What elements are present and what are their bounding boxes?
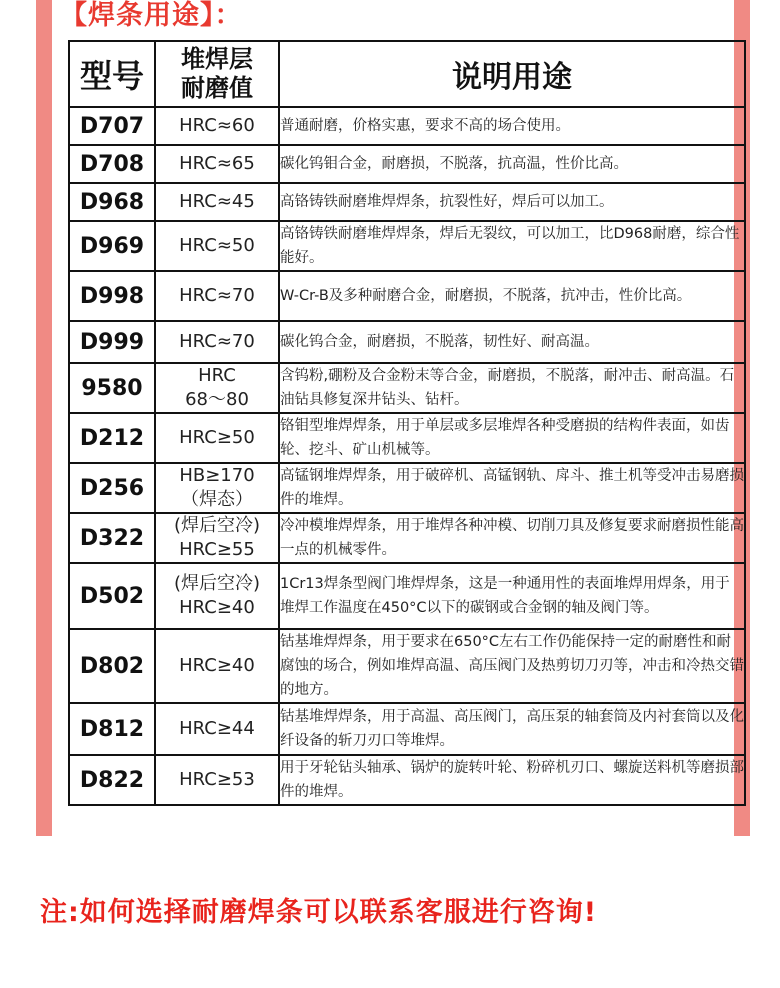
hardness-cell	[155, 513, 279, 563]
description-cell: 铬钼型堆焊焊条，用于单层或多层堆焊各种受磨损的结构件表面，如齿轮、挖斗、矿山机械等。	[279, 413, 745, 463]
table-row	[69, 221, 745, 271]
header-model: 型号	[69, 41, 155, 107]
table-row	[69, 145, 745, 183]
hardness-value: （焊态）	[181, 489, 253, 510]
table-row	[69, 107, 745, 145]
hardness-value: HB≥170	[179, 465, 255, 486]
table-row	[69, 703, 745, 755]
model-cell: D212	[69, 413, 155, 463]
hardness-cell	[155, 703, 279, 755]
model-cell: D998	[69, 271, 155, 321]
description-cell: W-Cr-B及多种耐磨合金，耐磨损，不脱落，抗冲击，性价比高。	[279, 271, 745, 321]
hardness-value: HRC≥40	[179, 655, 255, 676]
hardness-cell	[155, 563, 279, 629]
header-hardness-line1: 堆焊层	[181, 45, 253, 73]
description-cell: 冷冲模堆焊焊条，用于堆焊各种冲模、切削刀具及修复要求耐磨损性能高一点的机械零件。	[279, 513, 745, 563]
hardness-value: 68～80	[185, 389, 249, 410]
electrode-spec-table	[68, 40, 746, 806]
hardness-value: HRC≥44	[179, 718, 255, 739]
hardness-cell	[155, 271, 279, 321]
table-row	[69, 321, 745, 363]
hardness-value: HRC≈70	[179, 331, 255, 352]
model-cell: D969	[69, 221, 155, 271]
hardness-cell	[155, 321, 279, 363]
description-cell: 含钨粉,硼粉及合金粉末等合金，耐磨损，不脱落，耐冲击、耐高温。石油钻具修复深井钻头、钻杆。	[279, 363, 745, 413]
hardness-value: HRC≥40	[179, 597, 255, 618]
description-cell: 碳化钨合金，耐磨损，不脱落，韧性好、耐高温。	[279, 321, 745, 363]
description-cell: 用于牙轮钻头轴承、锅炉的旋转叶轮、粉碎机刃口、螺旋送料机等磨损部件的堆焊。	[279, 755, 745, 805]
description-cell: 高铬铸铁耐磨堆焊焊条，抗裂性好，焊后可以加工。	[279, 183, 745, 221]
hardness-value: HRC≥55	[179, 539, 255, 560]
model-cell: D256	[69, 463, 155, 513]
header-hardness	[155, 41, 279, 107]
description-cell: 钴基堆焊焊条，用于要求在650°C左右工作仍能保持一定的耐磨性和耐腐蚀的场合，例如堆焊高温、高压阀门及热剪切刀刃等，冲击和冷热交错的地方。	[279, 629, 745, 703]
table-row	[69, 271, 745, 321]
model-cell: D322	[69, 513, 155, 563]
header-description: 说明用途	[279, 41, 745, 107]
hardness-value: HRC≈60	[179, 115, 255, 136]
hardness-cell	[155, 413, 279, 463]
hardness-value: HRC≈70	[179, 285, 255, 306]
hardness-value: HRC≈65	[179, 153, 255, 174]
hardness-cell	[155, 363, 279, 413]
table-body	[69, 107, 745, 805]
table-row	[69, 363, 745, 413]
hardness-cell	[155, 221, 279, 271]
table-row	[69, 755, 745, 805]
model-cell: D502	[69, 563, 155, 629]
hardness-cell	[155, 629, 279, 703]
table-row	[69, 183, 745, 221]
description-cell: 1Cr13焊条型阀门堆焊焊条，这是一种通用性的表面堆焊用焊条，用于堆焊工作温度在450°C以下的碳钢或合金钢的轴及阀门等。	[279, 563, 745, 629]
model-cell: D707	[69, 107, 155, 145]
hardness-value: HRC≥50	[179, 427, 255, 448]
model-cell: 9580	[69, 363, 155, 413]
description-cell: 高锰钢堆焊焊条，用于破碎机、高锰钢轨、戽斗、推土机等受冲击易磨损件的堆焊。	[279, 463, 745, 513]
model-cell: D708	[69, 145, 155, 183]
header-hardness-line2: 耐磨值	[181, 74, 253, 102]
hardness-cell	[155, 183, 279, 221]
hardness-value: HRC	[198, 365, 236, 386]
hardness-value: (焊后空冷)	[173, 515, 261, 536]
description-cell: 碳化钨钼合金，耐磨损，不脱落，抗高温，性价比高。	[279, 145, 745, 183]
table-row	[69, 513, 745, 563]
model-cell: D822	[69, 755, 155, 805]
hardness-value: (焊后空冷)	[173, 573, 261, 594]
hardness-cell	[155, 463, 279, 513]
model-cell: D968	[69, 183, 155, 221]
model-cell: D812	[69, 703, 155, 755]
contact-note: 注:如何选择耐磨焊条可以联系客服进行咨询!	[40, 897, 598, 928]
description-cell: 钴基堆焊焊条，用于高温、高压阀门，高压泵的轴套筒及内衬套筒以及化纤设备的斩刀刃口等堆焊。	[279, 703, 745, 755]
hardness-value: HRC≈50	[179, 235, 255, 256]
hardness-cell	[155, 145, 279, 183]
description-cell: 高铬铸铁耐磨堆焊焊条，焊后无裂纹，可以加工，比D968耐磨，综合性能好。	[279, 221, 745, 271]
model-cell: D802	[69, 629, 155, 703]
hardness-value: HRC≈45	[179, 191, 255, 212]
description-cell: 普通耐磨，价格实惠，要求不高的场合使用。	[279, 107, 745, 145]
table-row	[69, 563, 745, 629]
frame-content	[52, 0, 744, 836]
table-row	[69, 463, 745, 513]
hardness-value: HRC≥53	[179, 769, 255, 790]
model-cell: D999	[69, 321, 155, 363]
pink-frame	[36, 0, 750, 836]
table-row	[69, 629, 745, 703]
table-row	[69, 413, 745, 463]
table-header-row	[69, 41, 745, 107]
section-title: 【焊条用途】：	[60, 0, 243, 31]
hardness-cell	[155, 107, 279, 145]
hardness-cell	[155, 755, 279, 805]
